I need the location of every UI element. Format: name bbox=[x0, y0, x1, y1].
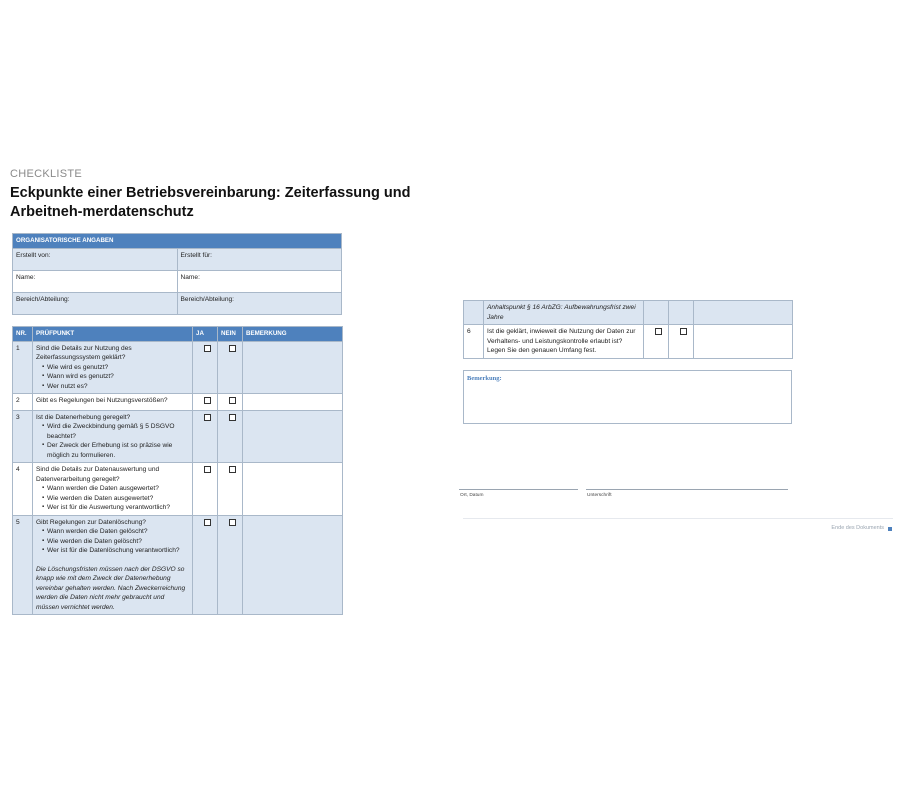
question-bullet: ▪ Wann werden die Daten gelöscht? bbox=[42, 527, 189, 537]
remark-cell[interactable] bbox=[243, 341, 343, 394]
col-header-remark: BEMERKUNG bbox=[243, 327, 343, 342]
nein-checkbox[interactable] bbox=[229, 397, 236, 404]
question-note: Die Löschungsfristen müssen nach der DSGVO so knapp wie mit dem Zweck der Datenerhebung vereinbar gehalten werden. Nach Zweckerreichung werden die Daten nicht mehr gebraucht und müssen vernichtet werden. bbox=[36, 565, 186, 611]
question-bullet: ▪ Wie werden die Daten ausgewertet? bbox=[42, 494, 189, 504]
table-row bbox=[13, 270, 342, 292]
col-header-nein: NEIN bbox=[218, 327, 243, 342]
row-number: 3 bbox=[13, 410, 33, 463]
nein-checkbox[interactable] bbox=[229, 414, 236, 421]
row-number: 6 bbox=[464, 325, 484, 359]
anchor-note bbox=[484, 301, 644, 325]
remark-cell[interactable] bbox=[243, 463, 343, 516]
question-text: Gibt Regelungen zur Datenlöschung? bbox=[36, 518, 146, 526]
ja-checkbox[interactable] bbox=[204, 345, 211, 352]
table-row bbox=[13, 515, 343, 615]
nein-cell bbox=[218, 394, 243, 411]
col-header-point: PRÜFPUNKT bbox=[33, 327, 193, 342]
nein-cell bbox=[218, 341, 243, 394]
row-question bbox=[484, 325, 644, 359]
table-row bbox=[464, 325, 793, 359]
signature-label: Unterschrift bbox=[587, 493, 612, 498]
table-row bbox=[13, 394, 343, 411]
table-row bbox=[13, 341, 343, 394]
nein-checkbox[interactable] bbox=[680, 328, 687, 335]
place-date-line[interactable] bbox=[459, 489, 578, 490]
row-question bbox=[33, 410, 193, 463]
row-question bbox=[33, 463, 193, 516]
row-question bbox=[33, 394, 193, 411]
remark-cell bbox=[694, 301, 793, 325]
ja-cell bbox=[193, 394, 218, 411]
question-bullet: ▪ Wer ist für die Datenlöschung verantwortlich? bbox=[42, 546, 189, 556]
row-number: 1 bbox=[13, 341, 33, 394]
remark-cell[interactable] bbox=[243, 410, 343, 463]
question-text: Ist die geklärt, inwieweit die Nutzung der Daten zur Verhaltens- und Leistungskontrolle erlaubt ist? Legen Sie den genauen Umfang fest. bbox=[487, 328, 636, 354]
org-field-label[interactable]: Erstellt für: bbox=[177, 248, 342, 270]
org-table-heading: ORGANISATORISCHE ANGABEN bbox=[13, 234, 342, 249]
checklist-table bbox=[12, 326, 343, 615]
table-row bbox=[13, 463, 343, 516]
nein-checkbox[interactable] bbox=[229, 519, 236, 526]
org-field-label[interactable]: Bereich/Abteilung: bbox=[13, 292, 178, 314]
ja-cell bbox=[644, 325, 669, 359]
table-row bbox=[13, 248, 342, 270]
remark-cell[interactable] bbox=[694, 325, 793, 359]
row-number bbox=[464, 301, 484, 325]
ja-cell bbox=[193, 515, 218, 615]
nein-cell bbox=[669, 325, 694, 359]
org-field-label[interactable]: Name: bbox=[177, 270, 342, 292]
signature-line[interactable] bbox=[586, 489, 788, 490]
end-of-document-text: Ende des Dokuments bbox=[831, 525, 884, 531]
document-title: Eckpunkte einer Betriebsvereinbarung: Zeiterfassung und Arbeitneh-merdatenschutz bbox=[10, 185, 411, 220]
anchor-text: Anhaltspunkt § 16 ArbZG: Aufbewahrungsfrist zwei Jahre bbox=[487, 304, 636, 321]
checklist-continuation-table bbox=[463, 300, 793, 359]
remark-label: Bemerkung: bbox=[467, 375, 502, 382]
question-bullet: ▪ Wer nutzt es? bbox=[42, 382, 189, 392]
nein-cell bbox=[218, 463, 243, 516]
question-bullet: ▪ Wie wird es genutzt? bbox=[42, 363, 189, 373]
end-square-icon bbox=[888, 527, 892, 531]
question-bullet: ▪ Wann wird es genutzt? bbox=[42, 372, 189, 382]
question-bullet: ▪ Wird die Zweckbindung gemäß § 5 DSGVO beachtet? bbox=[42, 422, 189, 441]
row-number: 4 bbox=[13, 463, 33, 516]
question-bullet: ▪ Wie werden die Daten gelöscht? bbox=[42, 537, 189, 547]
place-date-label: Ort, Datum bbox=[460, 493, 484, 498]
document-kicker: CHECKLISTE bbox=[10, 168, 83, 180]
table-row bbox=[464, 301, 793, 325]
question-text: Sind die Details zur Nutzung des Zeiterfassungssystem geklärt? bbox=[36, 344, 132, 361]
remark-cell[interactable] bbox=[243, 515, 343, 615]
nein-cell bbox=[669, 301, 694, 325]
nein-checkbox[interactable] bbox=[229, 466, 236, 473]
col-header-ja: JA bbox=[193, 327, 218, 342]
ja-cell bbox=[193, 341, 218, 394]
ja-checkbox[interactable] bbox=[204, 397, 211, 404]
question-text: Ist die Datenerhebung geregelt? bbox=[36, 413, 131, 421]
row-number: 2 bbox=[13, 394, 33, 411]
nein-checkbox[interactable] bbox=[229, 345, 236, 352]
remark-box[interactable] bbox=[463, 370, 792, 424]
org-table bbox=[12, 233, 342, 315]
org-field-label[interactable]: Bereich/Abteilung: bbox=[177, 292, 342, 314]
org-field-label[interactable]: Name: bbox=[13, 270, 178, 292]
table-row bbox=[13, 292, 342, 314]
ja-cell bbox=[193, 463, 218, 516]
nein-cell bbox=[218, 515, 243, 615]
ja-cell bbox=[644, 301, 669, 325]
question-bullet: ▪ Der Zweck der Erhebung ist so präzise wie möglich zu formulieren. bbox=[42, 441, 189, 460]
row-question bbox=[33, 341, 193, 394]
col-header-nr: NR. bbox=[13, 327, 33, 342]
question-text: Gibt es Regelungen bei Nutzungsverstößen? bbox=[36, 397, 168, 404]
row-question bbox=[33, 515, 193, 615]
question-bullet: ▪ Wer ist für die Auswertung verantwortlich? bbox=[42, 503, 189, 513]
nein-cell bbox=[218, 410, 243, 463]
ja-checkbox[interactable] bbox=[204, 414, 211, 421]
ja-checkbox[interactable] bbox=[204, 466, 211, 473]
remark-cell[interactable] bbox=[243, 394, 343, 411]
row-number: 5 bbox=[13, 515, 33, 615]
ja-checkbox[interactable] bbox=[655, 328, 662, 335]
table-row bbox=[13, 410, 343, 463]
question-bullet: ▪ Wann werden die Daten ausgewertet? bbox=[42, 484, 189, 494]
footer-divider bbox=[463, 518, 893, 519]
question-text: Sind die Details zur Datenauswertung und Datenverarbeitung geregelt? bbox=[36, 466, 160, 483]
ja-cell bbox=[193, 410, 218, 463]
ja-checkbox[interactable] bbox=[204, 519, 211, 526]
org-field-label[interactable]: Erstellt von: bbox=[13, 248, 178, 270]
